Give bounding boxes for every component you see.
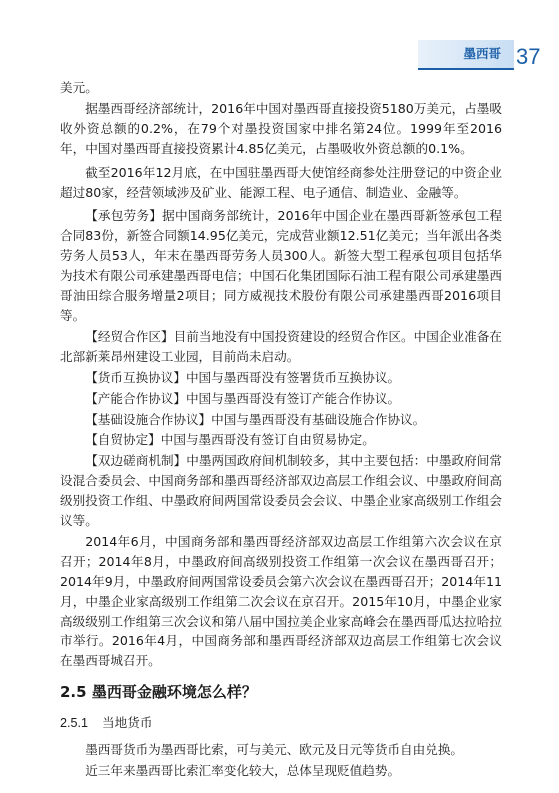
subsection-number: 2.5.1 (60, 716, 89, 731)
page-body (60, 78, 502, 782)
paragraph: 【承包劳务】据中国商务部统计，2016年中国企业在墨西哥新签承包工程合同83份，新签合同额14.95亿美元，完成营业额12.51亿美元；当年派出各类劳务人员53人，年末在墨西哥劳务人员300人。新签大型工程承包项目包括华为技术有限公司承建墨西哥电信；中国石化集团国际石油工程有限公司承建墨西哥油田综合服务增量2项目；同方威视技术股份有限公司承建墨西哥2016项目等。 (60, 208, 502, 323)
paragraph: 【经贸合作区】目前当地没有中国投资建设的经贸合作区。中国企业准备在北部新莱昂州建设工业园，目前尚未启动。 (60, 328, 502, 364)
page-number: 37 (516, 44, 541, 69)
paragraph: 【基础设施合作协议】中国与墨西哥没有基础设施合作协议。 (85, 411, 426, 427)
section-number: 2.5 (60, 683, 87, 702)
paragraph: 【双边磋商机制】中墨两国政府间机制较多，其中主要包括：中墨政府间常设混合委员会、中国商务部和墨西哥经济部双边高层工作组会议、中墨政府间高级别投资工作组、中墨政府间两国常设委员会会议、中墨企业家高级别工作组会议等。 (60, 453, 502, 529)
paragraph: 2014年6月，中国商务部和墨西哥经济部双边高层工作组第六次会议在京召开；2014年8月，中墨政府间高级别投资工作组第一次会议在墨西哥召开；2014年9月，中墨政府间两国常设委员会第六次会议在墨西哥召开；2014年11月，中墨企业家高级别工作组第二次会议在京召开。2015年10月，中墨企业家高级级别工作组第三次会议和第八届中国拉美企业家高峰会在墨西哥瓜达拉哈拉市举行。2016年4月，中国商务部和墨西哥经济部双边高层工作组第七次会议在墨西哥城召开。 (60, 533, 502, 669)
paragraph: 【自贸协定】中国与墨西哥没有签订自由贸易协定。 (85, 432, 375, 448)
subsection-heading (60, 713, 502, 734)
paragraph: 【产能合作协议】中国与墨西哥没有签订产能合作协议。 (85, 390, 401, 406)
paragraph: 墨西哥货币为墨西哥比索，可与美元、欧元及日元等货币自由兑换。 (85, 742, 463, 758)
section-heading (60, 683, 502, 703)
running-head: 墨西哥 (463, 46, 501, 61)
subsection-title: 当地货币 (102, 715, 153, 731)
section-title: 墨西哥金融环境怎么样？ (91, 683, 257, 702)
paragraph: 截至2016年12月底，在中国驻墨西哥大使馆经商参处注册登记的中资企业超过80家，经营领域涉及矿业、能源工程、电子通信、制造业、金融等。 (60, 164, 502, 200)
paragraph: 据墨西哥经济部统计，2016年中国对墨西哥直接投资5180万美元，占墨吸收外资总额的0.2%，在79个对墨投资国家中排名第24位。1999年至2016年，中国对墨西哥直接投资累计4.85亿美元，占墨吸收外资总额的0.1%。 (60, 100, 502, 156)
paragraph: 美元。 (60, 80, 98, 95)
paragraph: 【货币互换协议】中国与墨西哥没有签署货币互换协议。 (85, 369, 401, 385)
paragraph: 近三年来墨西哥比索汇率变化较大，总体呈现贬值趋势。 (85, 763, 401, 778)
